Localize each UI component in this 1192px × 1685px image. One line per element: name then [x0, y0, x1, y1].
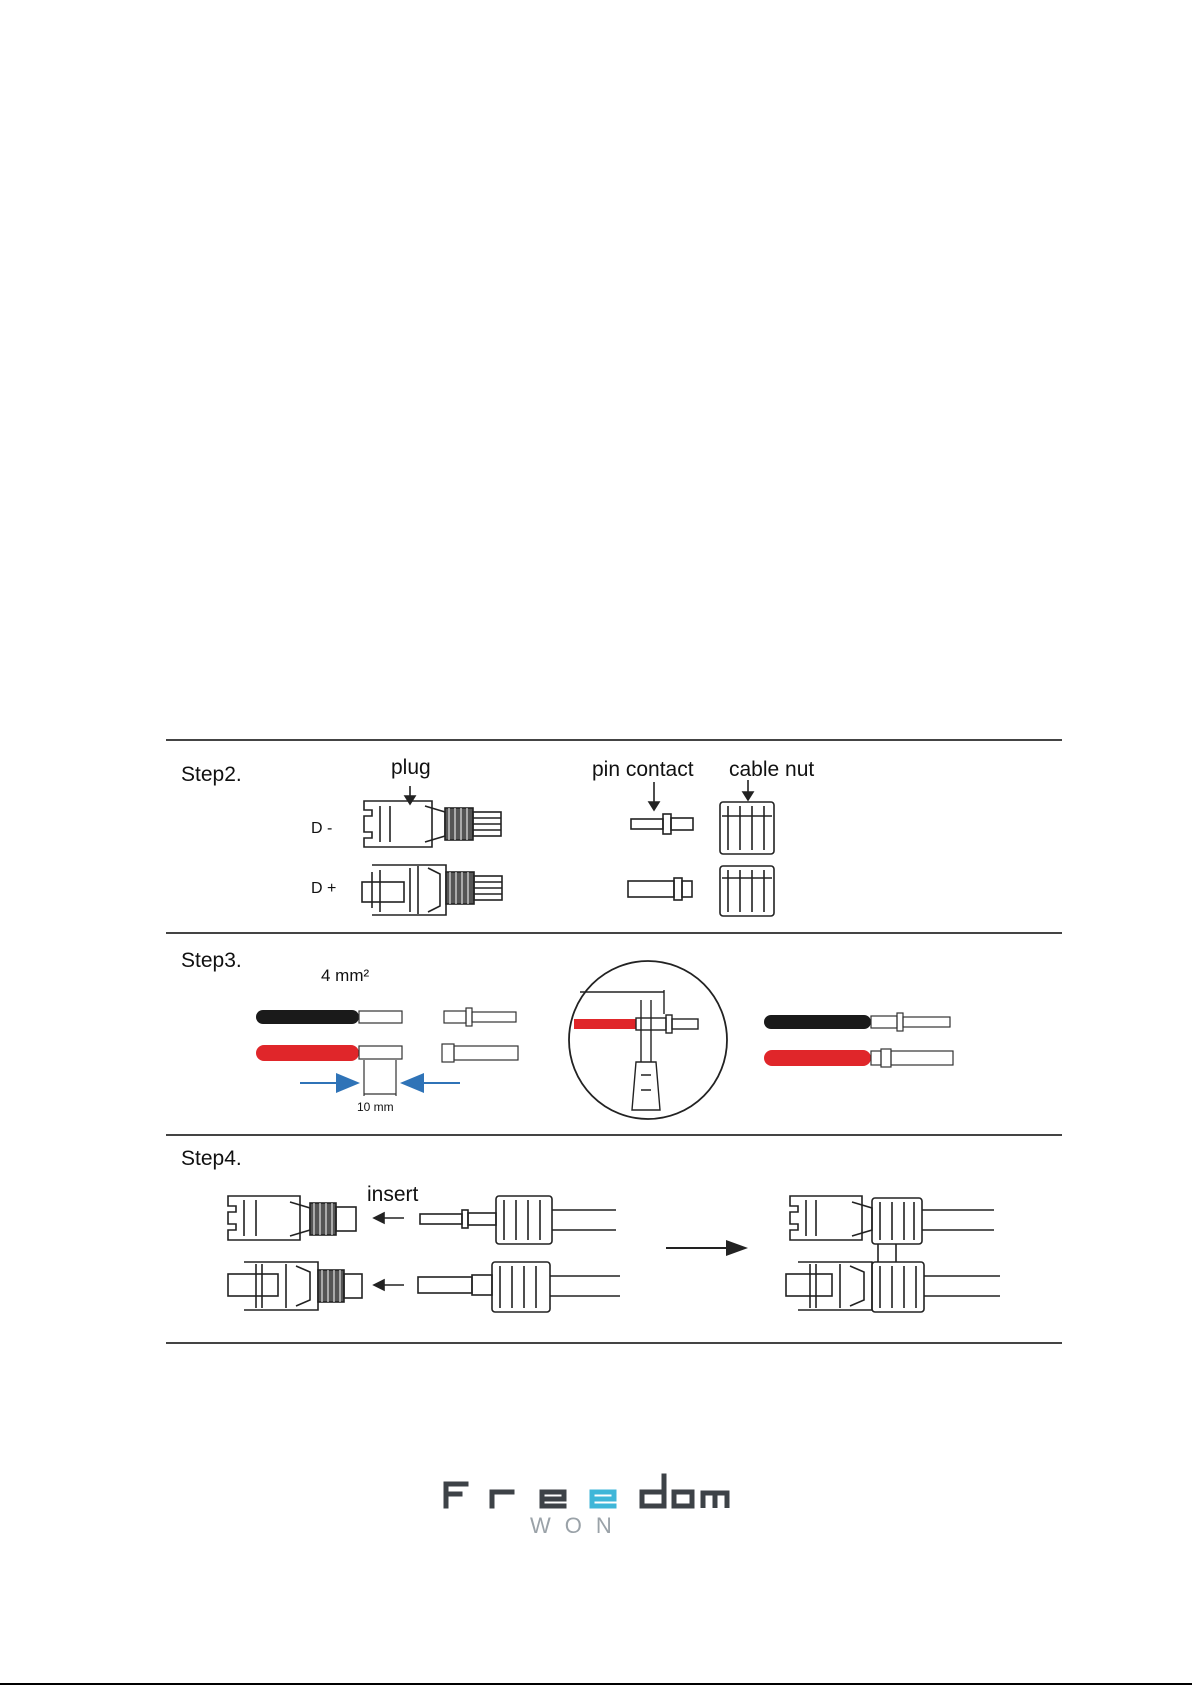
freedom-logo	[440, 1470, 720, 1510]
logo-subtitle: WON	[530, 1513, 626, 1538]
insert-label: insert	[367, 1183, 419, 1206]
step3-title: Step3.	[181, 949, 242, 972]
strip-length-label: 10 mm	[357, 1100, 394, 1114]
wire-size-label: 4 mm²	[321, 966, 370, 985]
step4-title: Step4.	[181, 1147, 242, 1170]
assembled-connectors	[786, 1196, 1000, 1312]
cable-nut-label: cable nut	[729, 758, 815, 781]
step2-title: Step2.	[181, 763, 242, 786]
logo-m-glyph	[700, 1490, 730, 1510]
pin-contact-label: pin contact	[592, 758, 694, 781]
d-minus-label: D -	[311, 820, 333, 837]
result-arrow	[666, 1240, 748, 1256]
d-plus-label: D +	[311, 880, 337, 897]
plug-label: plug	[391, 756, 431, 779]
